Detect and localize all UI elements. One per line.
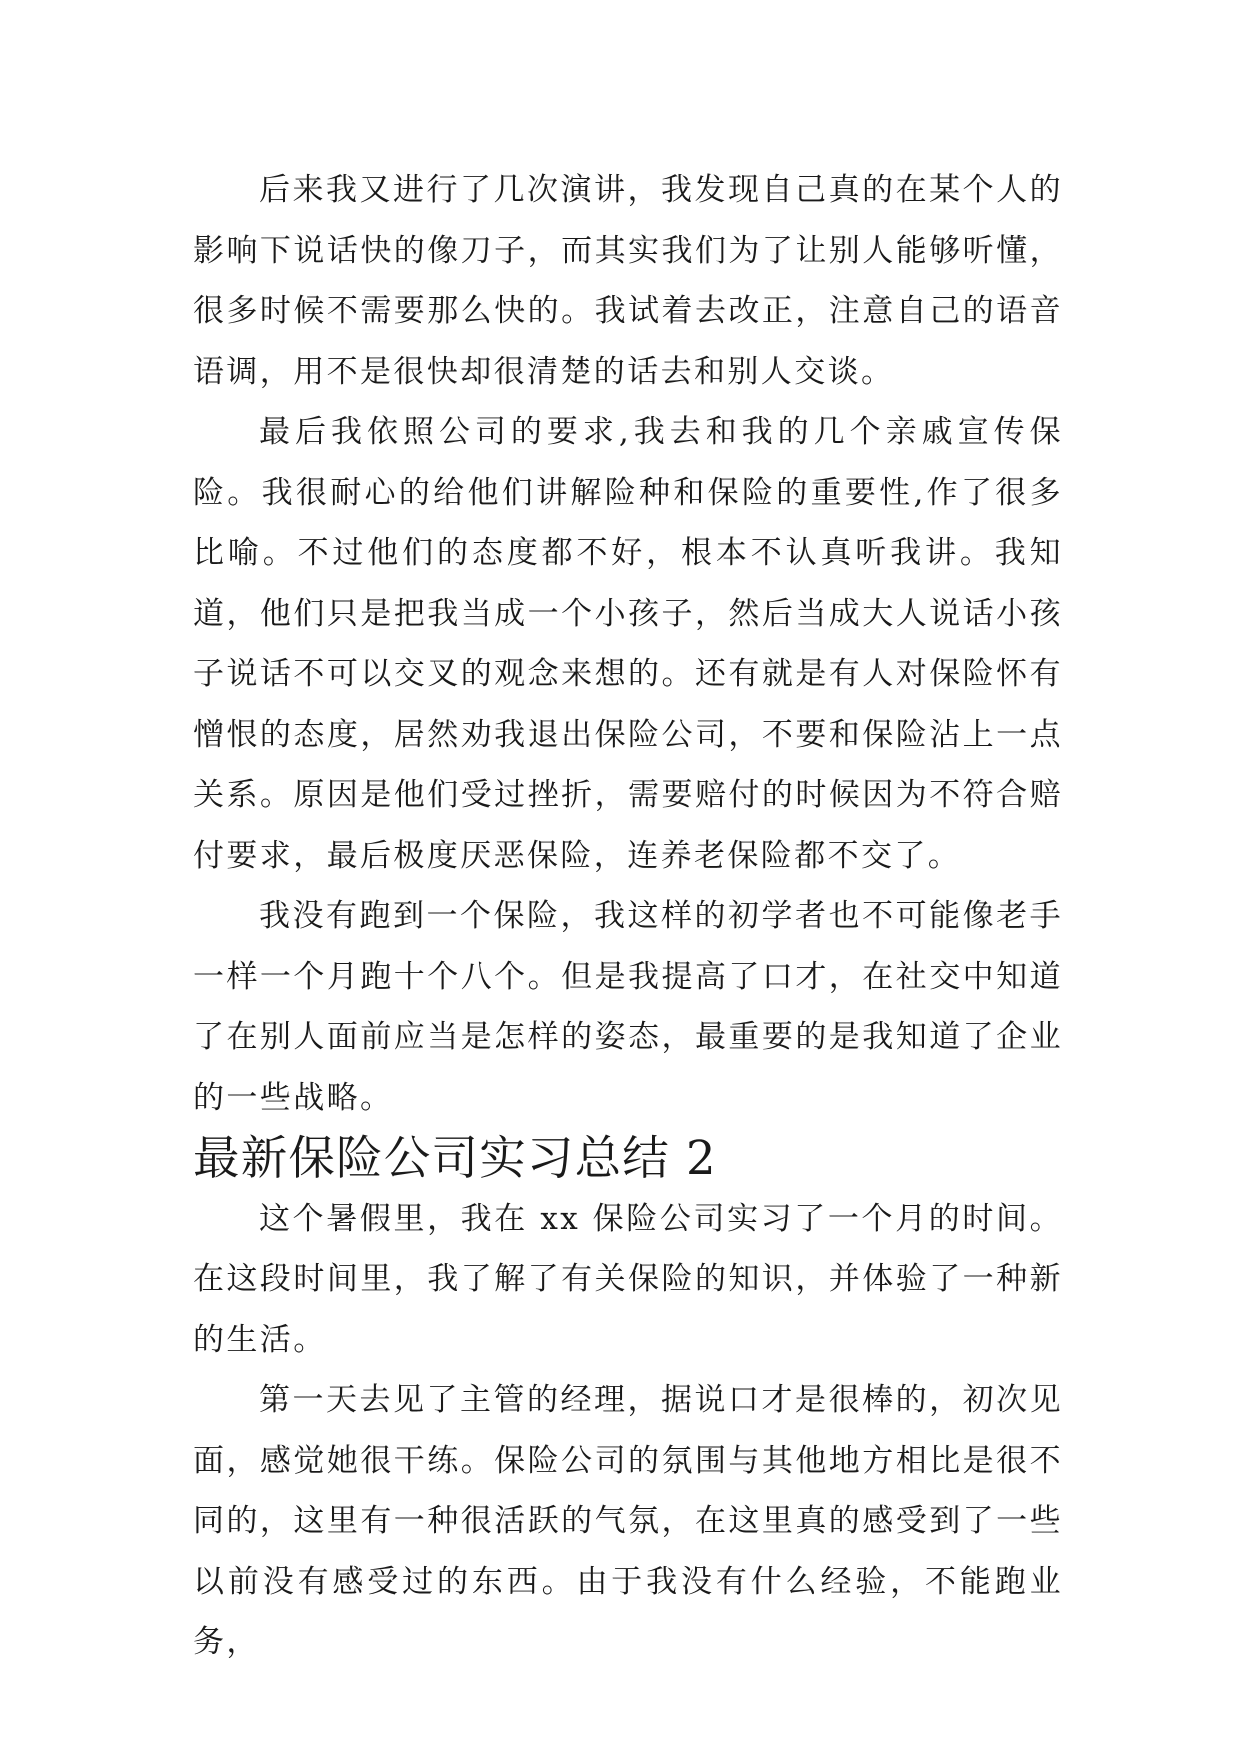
section-heading: 最新保险公司实习总结 2 — [193, 1131, 717, 1185]
paragraph-speech-practice: 后来我又进行了几次演讲，我发现自己真的在某个人的影响下说话快的像刀子，而其实我们为了让别人能够听懂，很多时候不需要那么快的。我试着去改正，注意自己的语音语调，用不是很快却很清楚的话去和别人交谈。 — [193, 172, 1063, 390]
paragraph-summer-internship: 这个暑假里，我在 xx 保险公司实习了一个月的时间。在这段时间里，我了解了有关保险的知识，并体验了一种新的生活。 — [193, 1200, 1063, 1358]
paragraph-relatives-insurance: 最后我依照公司的要求,我去和我的几个亲戚宣传保险。我很耐心的给他们讲解险种和保险的重要性,作了很多比喻。不过他们的态度都不好，根本不认真听我讲。我知道，他们只是把我当成一个小孩子，然后当成大人说话小孩子说话不可以交叉的观念来想的。还有就是有人对保险怀有憎恨的态度，居然劝我退出保险公司，不要和保险沾上一点关系。原因是他们受过挫折，需要赔付的时候因为不符合赔付要求，最后极度厌恶保险，连养老保险都不交了。 — [193, 414, 1063, 874]
paragraph-first-day: 第一天去见了主管的经理，据说口才是很棒的，初次见面，感觉她很干练。保险公司的氛围与其他地方相比是很不同的，这里有一种很活跃的气氛，在这里真的感受到了一些以前没有感受过的东西。由于我没有什么经验，不能跑业务， — [193, 1382, 1063, 1660]
paragraph-no-sales: 我没有跑到一个保险，我这样的初学者也不可能像老手一样一个月跑十个八个。但是我提高了口才，在社交中知道了在别人面前应当是怎样的姿态，最重要的是我知道了企业的一些战略。 — [193, 898, 1063, 1116]
document-body — [193, 160, 1063, 1673]
